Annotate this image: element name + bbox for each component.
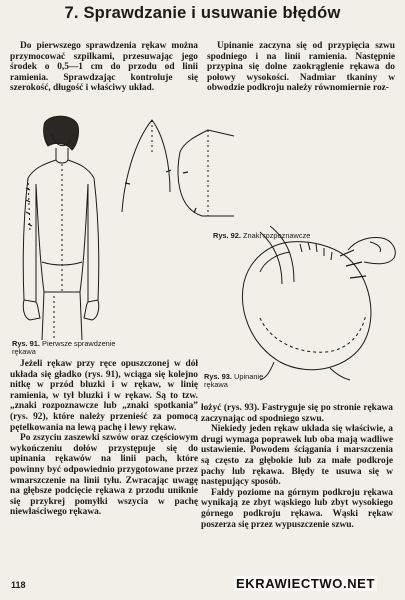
figure-91-illustration: [14, 112, 114, 340]
paragraph: [201, 488, 393, 530]
paragraph: Do pierwszego sprawdzenia rękaw można przymocować szpilkami, przesuwając jego środek o 0,5—1 cm do przodu od linii ramienia. Sprawdzając kontroluje się szerokość, długość i właściwy układ.: [10, 41, 198, 94]
paragraph: Niekiedy jeden rękaw układa się właściwie, a drugi wymaga poprawek lub oba mają wadliwe ustawienie. Powodem ściągania i marszczenia są często za głębokie lub za małe podkroje pachy lub rękawa. Błędy te usuwa się w następujący sposób.: [201, 424, 393, 488]
figure-92-caption: [213, 232, 373, 240]
caption-text: Znaki rozpoznawcze: [243, 231, 311, 240]
figure-92-illustration: [116, 112, 236, 230]
paragraph: Upinanie zaczyna się od przypięcia szwu spodniego i na linii ramienia. Następnie przypina się dolne zaokrąglenie rękawa do połowy wysokości. Nadmiar tkaniny w obwodzie podkroju należy równomiernie roz-: [207, 41, 395, 94]
page-number: 118: [11, 580, 26, 590]
caption-text: Upinanie rękawa: [204, 372, 264, 390]
watermark: EKRAWIECTWO.NET: [236, 576, 375, 591]
text-column-bottom-left: [10, 359, 198, 518]
figure-91-caption: [12, 340, 122, 357]
page-title: 7. Sprawdzanie i usuwanie błędów: [64, 4, 341, 22]
subheading: Fałdy poziome na górnym podkroju rękawa: [211, 487, 393, 498]
text-column-top-left: [10, 41, 198, 94]
caption-label: Rys. 92.: [213, 231, 241, 240]
paragraph-text: wynikają ze zbyt wąskiego lub zbyt wysokiego górnego podkroju rękawa. Wąski rękaw poszerza się przez wypuszczenie szwu.: [201, 498, 393, 530]
figure-93-caption: [204, 373, 284, 390]
caption-label: Rys. 91.: [12, 339, 40, 348]
text-column-top-right: [207, 41, 395, 94]
text-column-bottom-right: [201, 403, 393, 530]
caption-text: Pierwsze sprawdzenie rękawa: [12, 339, 116, 357]
paragraph: łożyć (rys. 93). Fastryguje się po stronie rękawa zaczynając od spodniego szwu.: [201, 403, 393, 424]
figure-93-illustration: [230, 222, 400, 382]
paragraph: Jeżeli rękaw przy ręce opuszczonej w dół układa się gładko (rys. 91), wciąga się kolejno nitkę w przód bluzki i w rękaw, w linię ramienia, w tył bluzki i w rękaw. Są to tzw. „znaki rozpoznawcze lub „znaki spotkania” (rys. 92), które należy przenieść za pomocą pętelkowania na lewą pachę i lewy rękaw.: [10, 359, 198, 433]
caption-label: Rys. 93.: [204, 372, 232, 381]
paragraph: Po zszyciu zaszewki szwów oraz częściowym wykończeniu dołów przystępuje się do upinania rękawów na linii pach, które powinny być odpowiednio przygotowane przez wmarszczenie na linii tyłu. Zwracając uwagę na głębsze podcięcie rękawa z przodu uniknie się przykrej pomyłki wszycia w pachę niewłaściwego rękawa.: [10, 433, 198, 518]
